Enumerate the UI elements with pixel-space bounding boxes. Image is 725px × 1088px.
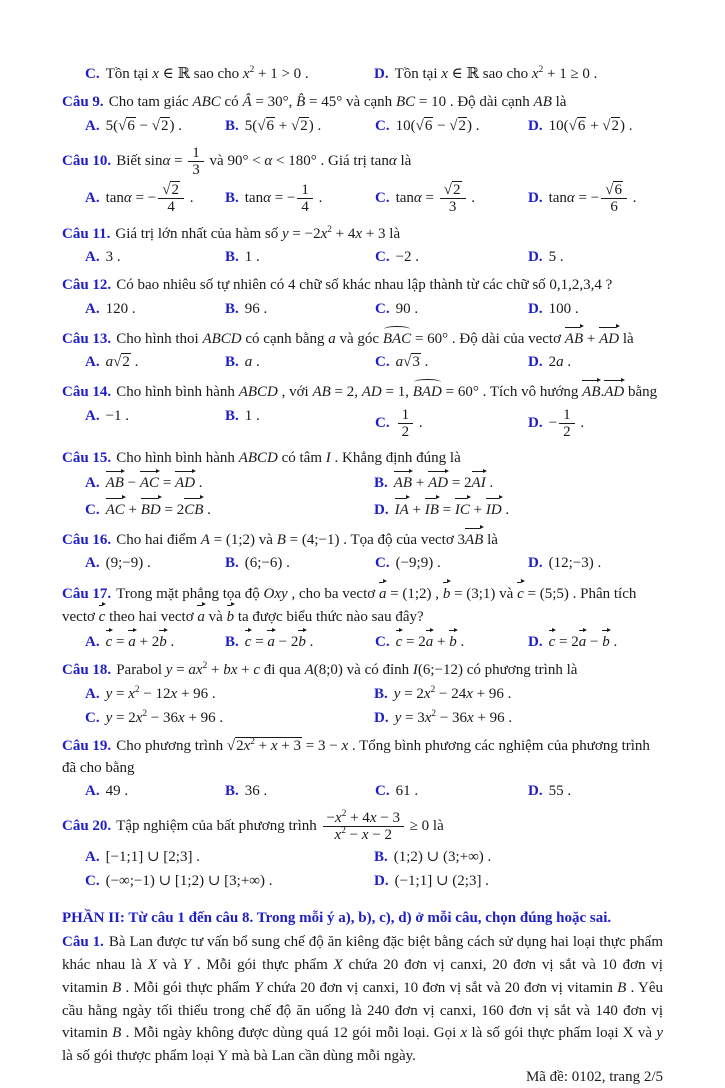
stem-text: Cho phương trình $√2x^2 + x + 3 = 3 - x$ . Tổng bình phương các nghiệm của phương trình đã cho bằng [62, 737, 650, 776]
option-c [375, 247, 528, 268]
option-d [374, 64, 663, 85]
option-label-c: C. [375, 782, 390, 799]
option-a [85, 116, 225, 137]
option-b [374, 684, 663, 705]
stem-text: Cho tam giác ABC có Â = 30°, B̂ = 45° và cạnh BC = 10 . Độ dài cạnh AB là [108, 94, 567, 111]
option-text: $\frac{1}{2}$ . [396, 415, 423, 431]
prev-question-options-row [85, 64, 663, 85]
question-label: Câu 19. [62, 738, 112, 755]
option-text: Tồn tại x ∈ ℝ sao cho $x^2 + 1 > 0$ . [105, 65, 309, 82]
option-label-a: A. [85, 354, 100, 371]
page-footer: Mã đề: 0102, trang 2/5 [525, 1069, 663, 1085]
option-text: 5(√6 − √2) . [105, 117, 183, 134]
option-text: IA + IB = IC + ID . [395, 502, 510, 518]
option-text: 120 . [105, 300, 136, 317]
option-b [225, 553, 375, 574]
option-d [528, 553, 663, 574]
options-row [85, 352, 663, 373]
stem-text: Cho hai điểm A = (1;2) và B = (4;−1) . Tọa độ của vectơ 3AB là [116, 532, 498, 548]
option-label-a: A. [85, 300, 100, 317]
option-b [225, 781, 375, 802]
option-text: 90 . [395, 300, 419, 317]
option-label-c: C. [85, 66, 100, 82]
option-label-d: D. [528, 300, 543, 317]
question-stem [62, 380, 663, 403]
option-text: Tồn tại x ∈ ℝ sao cho $x^2 + 1 \ge 0$ . [394, 65, 598, 82]
options-row [85, 471, 663, 521]
question-15 [62, 448, 663, 521]
options-row [85, 781, 663, 802]
option-label-c: C. [375, 300, 390, 317]
option-text: c = 2a − b . [549, 634, 618, 650]
question-17 [62, 582, 663, 654]
option-label-c: C. [85, 872, 100, 889]
option-text: 100 . [548, 300, 579, 317]
option-label-a: A. [85, 190, 100, 207]
part2-question-1 [62, 931, 663, 1068]
stem-text: Trong mặt phẳng tọa độ Oxy , cho ba vectơ a = (1;2) , b = (3;1) và c = (5;5) . Phân tích vectơ c theo hai vectơ a và b ta được biểu thức nào sau đây? [62, 586, 636, 625]
part2-heading: PHẦN II: Từ câu 1 đến câu 8. Trong mỗi ý a), b), c), d) ở mỗi câu, chọn đúng hoặc sai. [62, 910, 612, 927]
option-a [85, 352, 225, 373]
option-text: (6;−6) . [244, 555, 290, 572]
question-label: Câu 9. [62, 94, 104, 111]
option-label-c: C. [375, 414, 390, 431]
option-d [528, 299, 663, 320]
options-row [85, 684, 663, 730]
option-label-a: A. [85, 248, 100, 265]
option-c [85, 498, 374, 521]
question-stem [62, 448, 663, 469]
option-label-d: D. [374, 872, 389, 889]
option-text: $y = 2x^2 - 24x + 96$ . [393, 684, 512, 702]
option-c [375, 781, 528, 802]
option-text: tanα = − $\frac{√6}{6}$ . [548, 182, 637, 216]
option-label-b: B. [374, 848, 388, 865]
option-label-b: B. [225, 248, 239, 265]
option-b [225, 299, 375, 320]
option-text: −1 . [105, 407, 130, 424]
option-label-a: A. [85, 848, 100, 865]
option-label-c: C. [375, 555, 390, 572]
question-stem [62, 660, 663, 681]
question-stem [62, 327, 663, 350]
option-text: (12;−3) . [548, 555, 602, 572]
option-label-b: B. [225, 407, 239, 424]
option-label-b: B. [225, 300, 239, 317]
option-label-a: A. [85, 555, 100, 572]
option-text: $y = x^2 - 12x + 96$ . [105, 684, 216, 702]
option-text: c = 2a + b . [396, 634, 465, 650]
option-a [85, 553, 225, 574]
option-text: (−∞;−1) ∪ [1;2) ∪ [3;+∞) . [105, 872, 273, 889]
option-a [85, 630, 225, 653]
option-b [225, 181, 375, 216]
options-row [85, 116, 663, 137]
option-text: (9;−9) . [105, 555, 151, 572]
option-label-b: B. [225, 354, 239, 371]
question-label: Câu 11. [62, 225, 111, 242]
question-20 [62, 809, 663, 892]
question-18 [62, 660, 663, 729]
option-text: 5 . [548, 248, 564, 265]
option-label-d: D. [528, 117, 543, 134]
question-label: Câu 15. [62, 450, 112, 467]
option-text: − $\frac{1}{2}$ . [548, 406, 585, 440]
option-label-a: A. [85, 117, 100, 134]
option-d [528, 247, 663, 268]
question-label: Câu 18. [62, 662, 112, 679]
option-label-a: A. [85, 634, 100, 651]
option-label-d: D. [528, 190, 543, 207]
option-text: $y = 3x^2 - 36x + 96$ . [394, 709, 513, 727]
option-text: 5(√6 + √2) . [244, 117, 322, 134]
option-text: AC + BD = 2CB . [106, 502, 211, 518]
question-label: Câu 13. [62, 330, 112, 347]
option-b [374, 471, 663, 494]
option-d [528, 116, 663, 137]
question-14 [62, 380, 663, 441]
option-b [225, 630, 375, 653]
question-stem [62, 275, 663, 296]
option-d [528, 781, 663, 802]
option-b [225, 116, 375, 137]
option-text: (1;2) ∪ (3;+∞) . [393, 848, 492, 865]
option-label-c: C. [375, 634, 390, 651]
option-text: AB + AD = 2AI . [394, 475, 493, 491]
option-label-c: C. [375, 248, 390, 265]
question-13 [62, 327, 663, 374]
stem-text: Cho hình bình hành ABCD , với AB = 2, AD = 1, BAD = 60° . Tích vô hướng AB.AD bằng [116, 384, 657, 400]
option-text: 36 . [244, 782, 268, 799]
option-text: 61 . [395, 782, 419, 799]
option-text: 1 . [244, 248, 260, 265]
options-row [85, 299, 663, 320]
option-text: tanα = − $\frac{√2}{4}$ . [105, 182, 194, 216]
option-text: a√3 . [395, 354, 429, 371]
option-label-c: C. [85, 710, 100, 727]
option-b [225, 247, 375, 268]
option-label-b: B. [225, 634, 239, 651]
option-text: 96 . [244, 300, 268, 317]
question-stem [62, 582, 663, 629]
option-c [375, 299, 528, 320]
option-text: a . [244, 354, 260, 371]
option-label-a: A. [85, 407, 100, 424]
question-stem [62, 224, 663, 245]
question-10 [62, 144, 663, 217]
stem-text: Có bao nhiêu số tự nhiên có 4 chữ số khác nhau lập thành từ các chữ số 0,1,2,3,4 ? [116, 277, 613, 294]
option-a [85, 847, 374, 868]
option-text: (−9;9) . [395, 555, 441, 572]
option-a [85, 181, 225, 216]
option-label-c: C. [85, 501, 100, 518]
option-c [85, 871, 374, 892]
option-c [375, 630, 528, 653]
option-label-d: D. [528, 414, 543, 431]
option-label-c: C. [375, 117, 390, 134]
question-9 [62, 92, 663, 137]
option-text: tanα = − $\frac{1}{4}$ . [244, 182, 323, 216]
option-label-a: A. [85, 475, 100, 492]
option-label-c: C. [375, 190, 390, 207]
option-a [85, 406, 225, 441]
option-c [85, 64, 374, 85]
option-a [85, 299, 225, 320]
stem-text: Cho hình thoi ABCD có cạnh bằng a và góc BAC = 60° . Độ dài của vectơ AB + AD là [116, 331, 633, 347]
option-label-d: D. [528, 555, 543, 572]
options-row [85, 247, 663, 268]
option-d [374, 871, 663, 892]
option-text: a√2 . [105, 354, 139, 371]
option-label-d: D. [374, 710, 389, 727]
option-label-c: C. [375, 354, 390, 371]
question-label: Câu 20. [62, 818, 112, 835]
stem-text: Tập nghiệm của bất phương trình $\frac{-x^2 + 4x - 3}{x^2 - x - 2}$ ≥ 0 là [116, 809, 444, 844]
option-a [85, 781, 225, 802]
question-stem [62, 144, 663, 179]
question-label: Câu 16. [62, 531, 112, 548]
option-c [375, 352, 528, 373]
option-d [374, 708, 663, 729]
option-c [85, 708, 374, 729]
option-text: tanα = $\frac{√2}{3}$ . [395, 182, 475, 216]
question-11 [62, 224, 663, 269]
option-text: 49 . [105, 782, 129, 799]
option-d [528, 406, 663, 441]
stem-text: Cho hình bình hành ABCD có tâm I . Khẳng định đúng là [116, 450, 461, 467]
stem-text: Giá trị lớn nhất của hàm số $y = -2x^2 + 4x + 3$ là [115, 224, 401, 242]
question-paragraph: Bà Lan được tư vấn bổ sung chế độ ăn kiêng đặc biệt bằng cách sử dụng hai loại thực phẩm khác nhau là X và Y . Mỗi gói thực phẩm X chứa 20 đơn vị canxi, 20 đơn vị sắt và 10 đơn vị vitamin B . Mỗi gói thực phẩm Y chứa 20 đơn vị canxi, 10 đơn vị sắt và 20 đơn vị vitamin B . Yêu cầu hằng ngày tối thiểu trong chế độ ăn uống là 240 đơn vị canxi, 160 đơn vị sắt và 140 đơn vị vitamin B . Mỗi ngày không được dùng quá 12 gói mỗi loại. Gọi x là số gói thực phẩm loại X và y là số gói thược phẩm loại Y mà bà Lan cần dùng mỗi ngày. [62, 934, 664, 1065]
option-label-b: B. [225, 782, 239, 799]
option-text: 55 . [548, 782, 572, 799]
option-c [375, 553, 528, 574]
option-text: 1 . [244, 407, 260, 424]
question-label: Câu 12. [62, 277, 112, 294]
question-label: Câu 10. [62, 153, 112, 170]
options-row [85, 553, 663, 574]
stem-text: Parabol $y = ax^2$ + bx + c đi qua A(8;0) và có đỉnh I(6;−12) có phương trình là [116, 661, 578, 679]
option-label-b: B. [374, 475, 388, 492]
option-text: [−1;1] ∪ [2;3] . [105, 848, 200, 865]
option-label-d: D. [528, 354, 543, 371]
option-d [374, 498, 663, 521]
option-text: 3 . [105, 248, 121, 265]
option-text: c = a + 2b . [106, 634, 175, 650]
options-row [85, 630, 663, 653]
option-text: AB − AC = AD . [106, 475, 203, 491]
option-text: (−1;1] ∪ (2;3] . [394, 872, 489, 889]
option-a [85, 684, 374, 705]
question-stem [62, 92, 663, 113]
option-text: 10(√6 − √2) . [395, 117, 480, 134]
option-label-b: B. [374, 685, 388, 702]
option-label-b: B. [225, 555, 239, 572]
option-c [375, 181, 528, 216]
option-c [375, 406, 528, 441]
option-text: 2a . [548, 354, 572, 371]
option-label-d: D. [528, 634, 543, 651]
option-label-a: A. [85, 685, 100, 702]
option-label-b: B. [225, 117, 239, 134]
option-label-d: D. [374, 66, 389, 82]
question-stem [62, 736, 663, 779]
option-label-d: D. [528, 782, 543, 799]
options-row [85, 847, 663, 893]
stem-text: Biết sinα = $\frac{1}{3}$ và 90° < α < 180° . Giá trị tanα là [116, 144, 412, 179]
option-a [85, 471, 374, 494]
question-12 [62, 275, 663, 320]
option-label-d: D. [374, 501, 389, 518]
options-row [85, 181, 663, 216]
question-stem [62, 809, 663, 844]
option-d [528, 352, 663, 373]
option-text: $y = 2x^2 - 36x + 96$ . [105, 709, 224, 727]
question-16 [62, 528, 663, 575]
option-b [225, 406, 375, 441]
option-a [85, 247, 225, 268]
options-row [85, 406, 663, 441]
option-text: c = a − 2b . [245, 634, 314, 650]
option-label-d: D. [528, 248, 543, 265]
option-text: −2 . [395, 248, 420, 265]
question-label: Câu 14. [62, 384, 112, 401]
option-b [225, 352, 375, 373]
question-stem [62, 528, 663, 551]
option-label-a: A. [85, 782, 100, 799]
option-text: 10(√6 + √2) . [548, 117, 633, 134]
option-b [374, 847, 663, 868]
option-c [375, 116, 528, 137]
option-d [528, 181, 663, 216]
option-label-b: B. [225, 190, 239, 207]
option-d [528, 630, 663, 653]
question-label: Câu 17. [62, 585, 112, 602]
question-label: Câu 1. [62, 934, 104, 951]
question-19 [62, 736, 663, 802]
